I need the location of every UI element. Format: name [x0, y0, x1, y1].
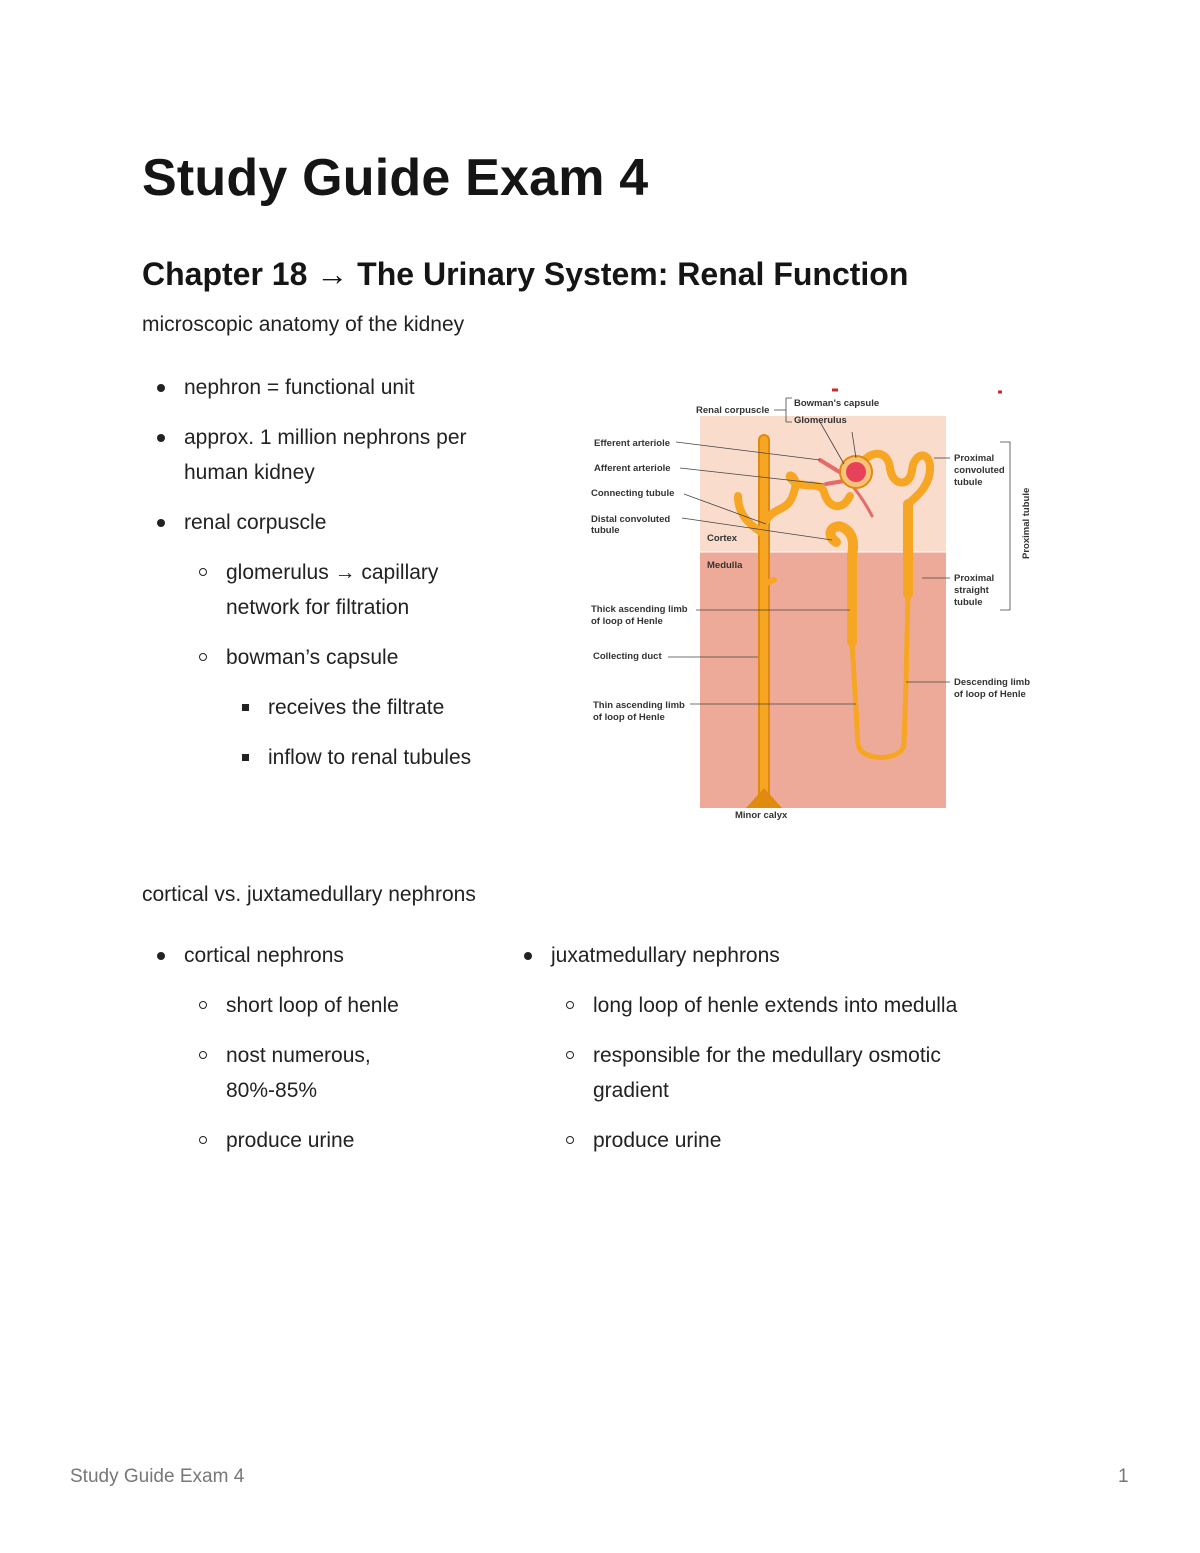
label-thin-ascending-limb: Thin ascending limb — [593, 700, 685, 711]
label-connecting-tubule: Connecting tubule — [591, 488, 675, 499]
list-item: nost numerous, 80%-85% — [142, 1038, 492, 1108]
bullet-circle-icon — [199, 1136, 207, 1144]
label-thick-ascending-limb: Thick ascending limb — [591, 604, 688, 615]
list-item: inflow to renal tubules — [142, 740, 562, 775]
list-item: glomerulus → capillary network for filtration — [142, 555, 562, 625]
section-label-nephron-types: cortical vs. juxtamedullary nephrons — [142, 883, 476, 906]
label-medulla: Medulla — [707, 560, 743, 571]
bullet-square-icon — [242, 754, 249, 761]
bullet-disc-icon — [524, 952, 532, 960]
page-number: 1 — [1118, 1466, 1129, 1487]
list-item: short loop of henle — [142, 988, 492, 1023]
chapter-heading: Chapter 18 → The Urinary System: Renal Function — [142, 256, 909, 292]
label-collecting-duct: Collecting duct — [593, 651, 662, 662]
list-item: produce urine — [142, 1123, 492, 1158]
list-item: produce urine — [509, 1123, 1069, 1158]
bullet-circle-icon — [199, 1001, 207, 1009]
list-item: responsible for the medullary osmotic gradient — [509, 1038, 1069, 1108]
bullet-circle-icon — [199, 1051, 207, 1059]
bullet-disc-icon — [157, 519, 165, 527]
bullet-disc-icon — [157, 434, 165, 442]
svg-text:straight: straight — [954, 585, 989, 596]
juxtamedullary-nephrons-list — [509, 938, 1069, 1173]
svg-text:tubule: tubule — [954, 477, 983, 488]
bullet-circle-icon — [566, 1136, 574, 1144]
svg-text:convoluted: convoluted — [954, 465, 1005, 476]
label-cortex: Cortex — [707, 533, 738, 544]
anatomy-list — [142, 370, 562, 790]
bullet-disc-icon — [157, 384, 165, 392]
list-item: renal corpuscle — [142, 505, 562, 540]
nephron-diagram — [588, 384, 1048, 824]
label-proximal-convoluted-tubule: Proximal — [954, 453, 995, 464]
svg-text:of loop of Henle: of loop of Henle — [954, 689, 1026, 700]
list-item: cortical nephrons — [142, 938, 492, 973]
bullet-circle-icon — [566, 1001, 574, 1009]
label-distal-convoluted: Distal convoluted — [591, 514, 671, 525]
label-renal-corpuscle: Renal corpuscle — [696, 405, 770, 416]
label-afferent-arteriole: Afferent arteriole — [594, 463, 671, 474]
page-title: Study Guide Exam 4 — [142, 149, 649, 207]
list-item: nephron = functional unit — [142, 370, 562, 405]
list-item: juxatmedullary nephrons — [509, 938, 1069, 973]
bullet-square-icon — [242, 704, 249, 711]
label-glomerulus: Glomerulus — [794, 415, 847, 426]
list-item: bowman’s capsule — [142, 640, 562, 675]
bullet-disc-icon — [157, 952, 165, 960]
label-proximal-tubule: Proximal tubule — [1021, 487, 1032, 559]
list-item: approx. 1 million nephrons per human kidney — [142, 420, 562, 490]
svg-text:tubule: tubule — [954, 597, 983, 608]
label-descending-limb: Descending limb — [954, 677, 1031, 688]
list-item: long loop of henle extends into medulla — [509, 988, 1069, 1023]
cortical-nephrons-list — [142, 938, 492, 1173]
label-minor-calyx: Minor calyx — [735, 810, 788, 821]
svg-text:of loop of Henle: of loop of Henle — [591, 616, 663, 627]
label-bowmans-capsule: Bowman's capsule — [794, 398, 880, 409]
bullet-circle-icon — [566, 1051, 574, 1059]
bullet-circle-icon — [199, 653, 207, 661]
bullet-circle-icon — [199, 568, 207, 576]
glomerulus-shape — [846, 462, 866, 482]
section-label-anatomy: microscopic anatomy of the kidney — [142, 313, 465, 336]
list-item: receives the filtrate — [142, 690, 562, 725]
svg-text:of loop of Henle: of loop of Henle — [593, 712, 665, 723]
svg-text:tubule: tubule — [591, 525, 620, 536]
label-efferent-arteriole: Efferent arteriole — [594, 438, 671, 449]
footer-title: Study Guide Exam 4 — [70, 1466, 245, 1487]
label-proximal-straight-tubule: Proximal — [954, 573, 995, 584]
